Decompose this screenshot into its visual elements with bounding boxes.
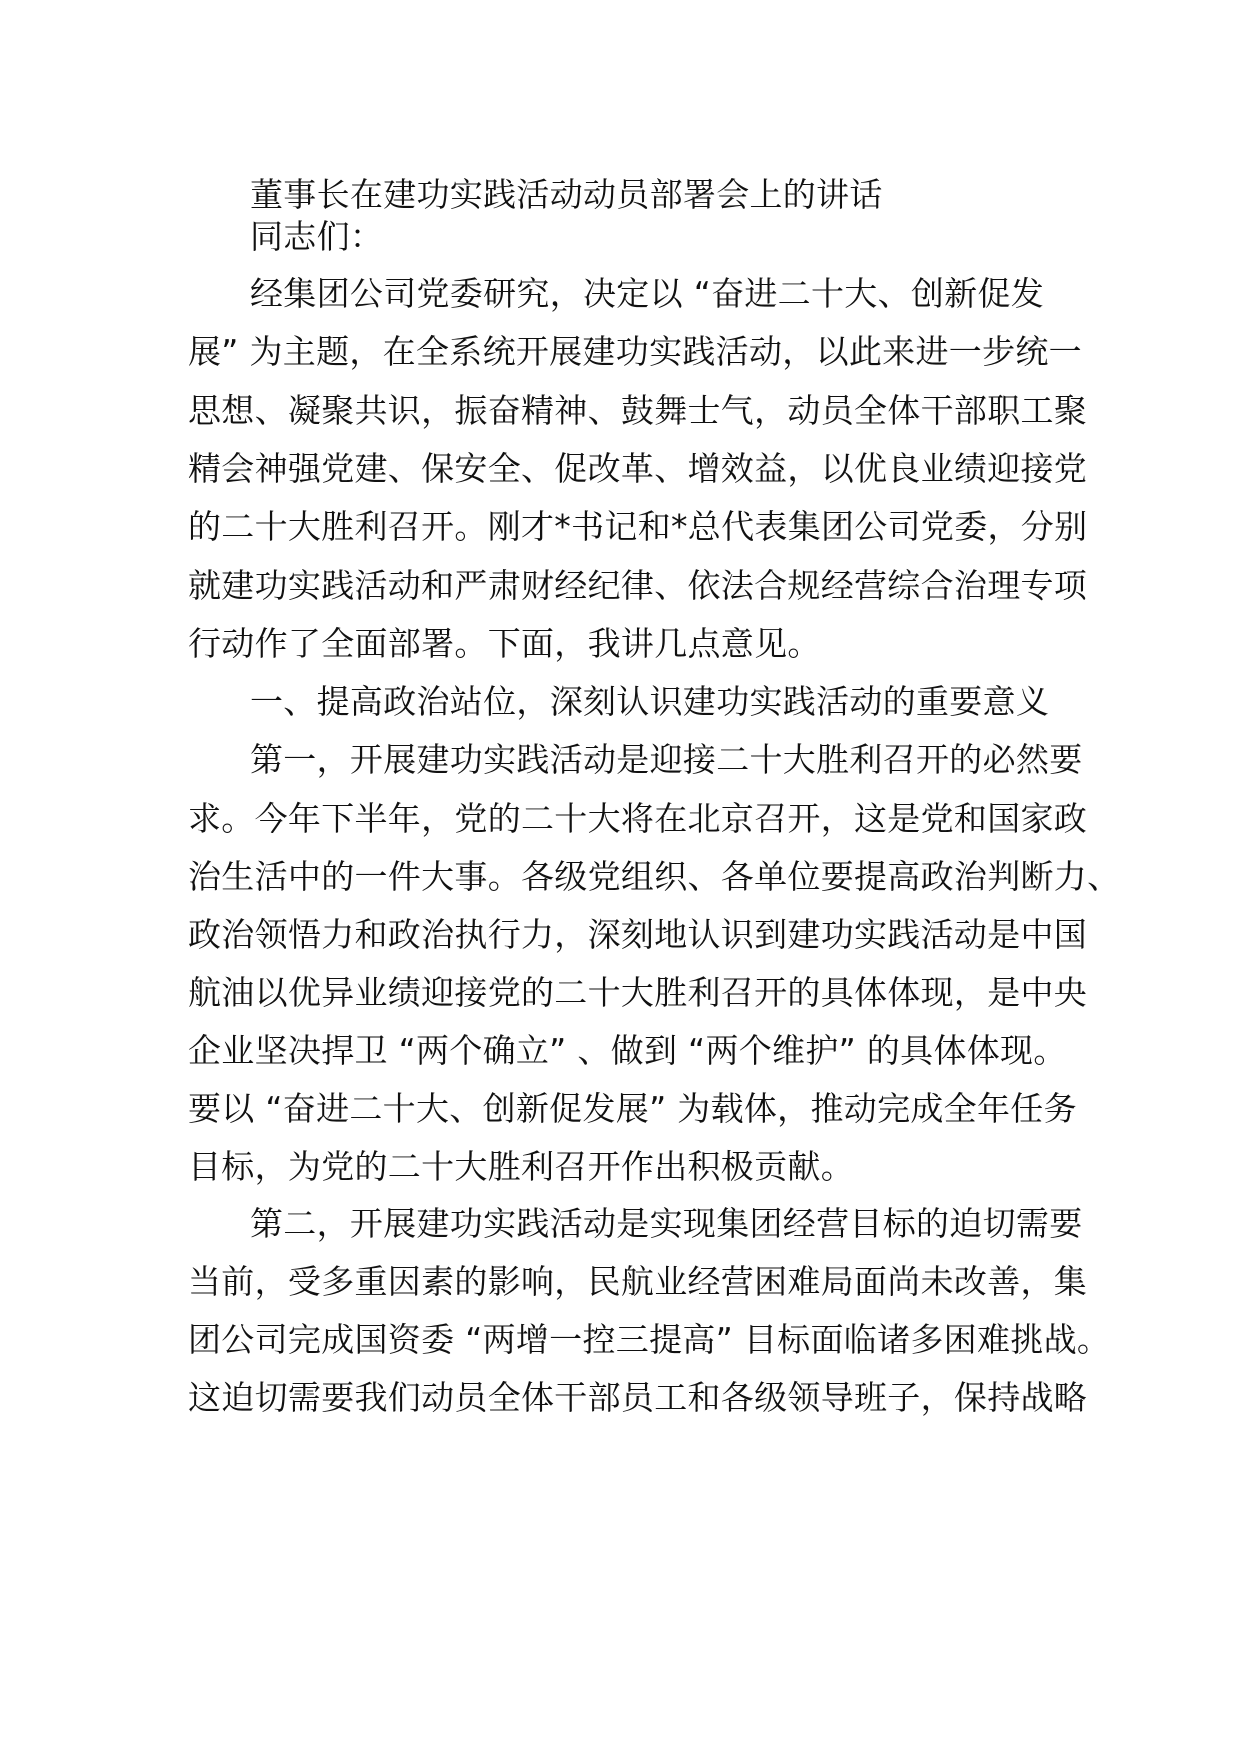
paragraph-line (0, 963, 1240, 1023)
body-text: 政治领悟力和政治执行力，深刻地认识到建功实践活动是中国 (188, 915, 1088, 954)
section-heading: 一、提高政治站位，深刻认识建功实践活动的重要意义 (250, 682, 1050, 721)
body-text: 团公司完成国资委 “两增一控三提高” 目标面临诸多困难挑战。 (188, 1320, 1111, 1359)
paragraph-line (0, 322, 1240, 382)
paragraph-line (0, 556, 1240, 616)
body-text: 就建功实践活动和严肃财经纪律、依法合规经营综合治理专项 (188, 566, 1088, 605)
body-text: 经集团公司党委研究，决定以 “奋进二十大、创新促发 (250, 274, 1045, 313)
paragraph-line (0, 847, 1240, 907)
salutation-line (0, 207, 1240, 267)
paragraph-line (0, 1021, 1240, 1081)
paragraph-line (0, 789, 1240, 849)
body-text: 要以 “奋进二十大、创新促发展” 为载体，推动完成全年任务 (188, 1089, 1077, 1128)
body-text: 当前，受多重因素的影响，民航业经营困难局面尚未改善，集 (188, 1262, 1088, 1301)
body-text: 展” 为主题，在全系统开展建功实践活动，以此来进一步统一 (188, 332, 1082, 371)
paragraph-line (0, 439, 1240, 499)
body-text: 治生活中的一件大事。各级党组织、各单位要提高政治判断力、 (188, 857, 1121, 896)
paragraph-line (0, 1137, 1240, 1197)
salutation: 同志们： (250, 217, 384, 256)
paragraph-line (0, 264, 1240, 324)
paragraph-line (0, 381, 1240, 441)
paragraph-line (0, 1194, 1240, 1254)
body-text: 的二十大胜利召开。刚才*书记和*总代表集团公司党委，分别 (188, 507, 1088, 546)
paragraph-line (0, 1252, 1240, 1312)
paragraph-line (0, 614, 1240, 674)
body-text: 求。今年下半年，党的二十大将在北京召开，这是党和国家政 (188, 799, 1088, 838)
document-title: 董事长在建功实践活动动员部署会上的讲话 (250, 175, 883, 214)
body-text: 第一，开展建功实践活动是迎接二十大胜利召开的必然要 (250, 740, 1083, 779)
body-text: 航油以优异业绩迎接党的二十大胜利召开的具体体现，是中央 (188, 973, 1088, 1012)
body-text: 目标，为党的二十大胜利召开作出积极贡献。 (188, 1147, 854, 1186)
paragraph-line (0, 1310, 1240, 1370)
paragraph-line (0, 497, 1240, 557)
body-text: 企业坚决捍卫 “两个确立” 、做到 “两个维护” 的具体体现。 (188, 1031, 1067, 1070)
paragraph-line (0, 1079, 1240, 1139)
body-text: 精会神强党建、保安全、促改革、增效益，以优良业绩迎接党 (188, 449, 1088, 488)
paragraph-line (0, 905, 1240, 965)
body-text: 思想、凝聚共识，振奋精神、鼓舞士气，动员全体干部职工聚 (188, 391, 1088, 430)
body-text: 这迫切需要我们动员全体干部员工和各级领导班子，保持战略 (188, 1378, 1088, 1417)
paragraph-line (0, 730, 1240, 790)
section-heading-line (0, 672, 1240, 732)
body-text: 第二，开展建功实践活动是实现集团经营目标的迫切需要 (250, 1204, 1083, 1243)
paragraph-line (0, 1368, 1240, 1428)
body-text: 行动作了全面部署。下面，我讲几点意见。 (188, 624, 821, 663)
